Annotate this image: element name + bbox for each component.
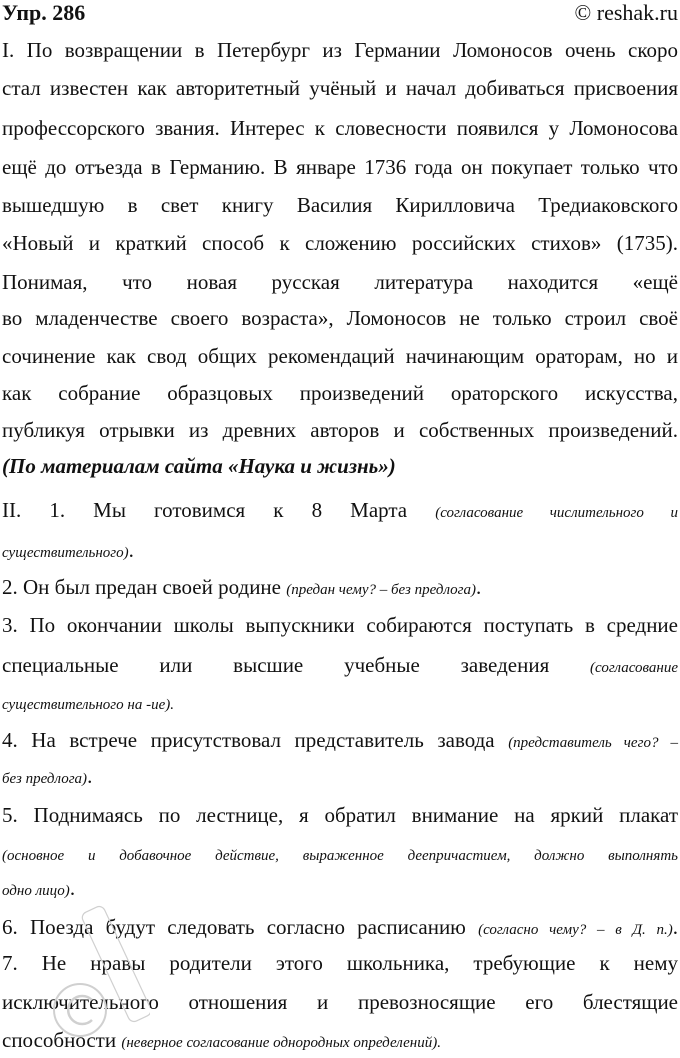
text-line	[2, 912, 678, 942]
text-line	[2, 35, 678, 65]
text-line	[2, 572, 678, 602]
grammar-note: без предлога)	[2, 771, 88, 787]
grammar-note: (неверное согласование однородных определений).	[121, 1035, 441, 1051]
text-segment: Понимая, что новая русская литература находится «ещё	[2, 270, 678, 294]
text-line	[2, 267, 678, 297]
grammar-note: (согласование	[590, 660, 678, 676]
text-segment: специальные или высшие учебные заведения	[2, 653, 591, 677]
text-line	[2, 650, 678, 680]
text-line	[2, 73, 678, 103]
text-segment: 2. Он был предан своей родине	[2, 575, 287, 599]
text-line	[2, 495, 678, 525]
exercise-title: Упр. 286	[2, 0, 86, 25]
text-line	[2, 303, 678, 333]
text-segment: I. По возвращении в Петербург из Германии Ломоносов очень скоро	[2, 38, 678, 62]
grammar-note: существительного на -ие).	[2, 697, 174, 713]
text-line	[2, 113, 678, 143]
text-segment: как собрание образцовых произведений ораторского искусства,	[2, 381, 678, 405]
text-segment: .	[476, 575, 482, 599]
text-line	[2, 725, 678, 755]
grammar-note: одно лицо)	[2, 883, 70, 899]
grammar-note: (согласно чему? – в Д. п.)	[478, 922, 673, 938]
text-line	[2, 378, 678, 408]
text-line	[2, 451, 678, 481]
text-segment: 6. Поезда будут следовать согласно расписанию	[2, 915, 479, 939]
grammar-note: (представитель чего? –	[508, 735, 678, 751]
text-line	[2, 800, 678, 830]
grammar-note: (согласование числительного и	[435, 505, 678, 521]
text-segment: во младенчестве своего возраста», Ломоносов не только строил своё	[2, 306, 678, 330]
grammar-note: существительного)	[2, 545, 129, 561]
text-line	[2, 838, 678, 868]
text-segment: публикуя отрывки из древних авторов и собственных произведений.	[2, 418, 678, 442]
source-citation: (По материалам сайта «Наука и жизнь»)	[2, 454, 396, 478]
text-segment: вышедшую в свет книгу Василия Кирилловича Тредиаковского	[2, 193, 678, 217]
text-line	[2, 987, 678, 1017]
text-segment: .	[87, 764, 93, 788]
text-line	[2, 687, 678, 717]
grammar-note: (предан чему? – без предлога)	[286, 582, 477, 598]
text-segment: профессорского звания. Интерес к словесности появился у Ломоносова	[2, 116, 678, 140]
text-segment: .	[128, 538, 134, 562]
text-segment: сочинение как свод общих рекомендаций начинающим ораторам, но и	[2, 344, 678, 368]
text-segment: .	[672, 915, 679, 939]
text-line	[2, 228, 678, 258]
text-segment: «Новый и краткий способ к сложению российских стихов» (1735).	[2, 231, 678, 255]
text-segment: ещё до отъезда в Германию. В январе 1736 года он покупает только что	[2, 155, 678, 179]
text-segment: исключительного отношения и превозносящие его блестящие	[2, 990, 678, 1014]
text-segment: 3. По окончании школы выпускники собираются поступать в средние	[2, 613, 678, 637]
text-segment: 7. Не нравы родители этого школьника, требующие к нему	[2, 951, 678, 975]
text-segment: стал известен как авторитетный учёный и начал добиваться присвоения	[2, 76, 678, 100]
text-line	[2, 190, 678, 220]
page-header	[0, 0, 680, 26]
text-line	[2, 948, 678, 978]
text-line	[2, 535, 678, 565]
source-label: © reshak.ru	[574, 0, 678, 25]
text-segment: II. 1. Мы готовимся к 8 Марта	[2, 498, 436, 522]
text-line	[2, 341, 678, 371]
text-line	[2, 415, 678, 445]
text-segment: 4. На встрече присутствовал представитель завода	[2, 728, 509, 752]
text-segment: .	[69, 876, 76, 900]
grammar-note: (основное и добавочное действие, выраженное деепричастием, должно выполнять	[2, 848, 678, 864]
text-line	[2, 761, 678, 791]
text-segment: 5. Поднимаясь по лестнице, я обратил внимание на яркий плакат	[2, 803, 678, 827]
text-segment: способности	[2, 1028, 122, 1052]
text-line	[2, 873, 678, 903]
text-line	[2, 610, 678, 640]
text-line	[2, 152, 678, 182]
